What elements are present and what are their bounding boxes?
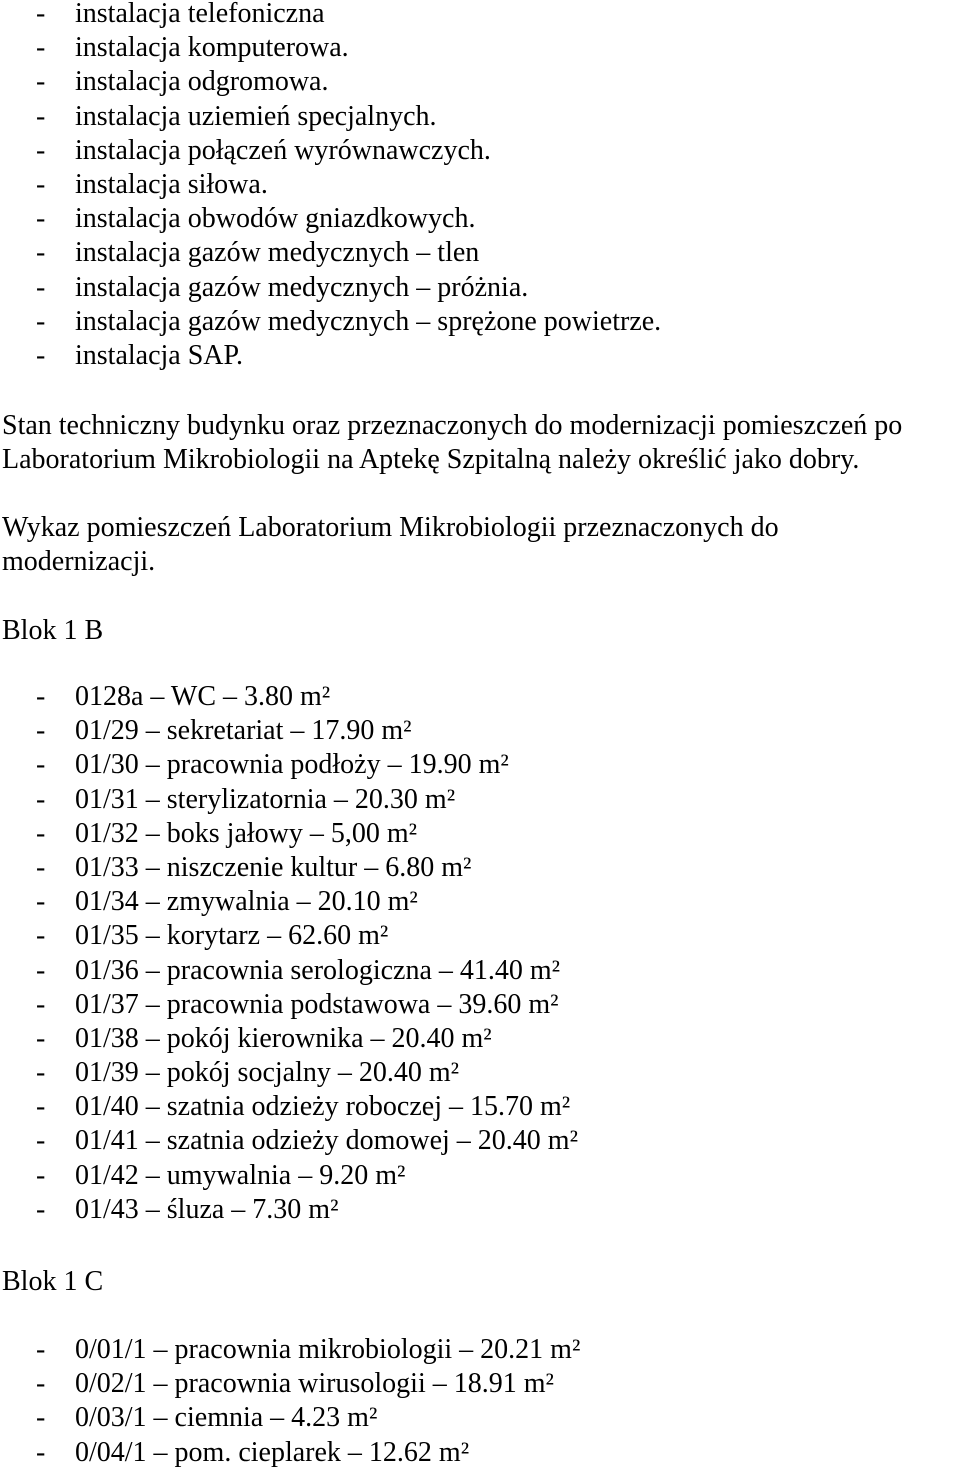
room-item [0, 680, 578, 714]
list-marker: - [36, 237, 46, 269]
list-item [0, 305, 661, 339]
list-marker: - [36, 339, 46, 371]
list-marker: - [36, 305, 46, 337]
room-item [0, 1193, 578, 1227]
section-heading-blok-1c: Blok 1 C [2, 1266, 104, 1297]
room-item [0, 1367, 580, 1401]
room-list-intro-paragraph: Wykaz pomieszczeń Laboratorium Mikrobiologii przeznaczonych do modernizacji. [2, 512, 779, 577]
room-item [0, 748, 578, 782]
list-marker: - [36, 920, 46, 952]
list-item [0, 134, 661, 168]
room-item-text: 01/31 – sterylizatornia – 20.30 m² [75, 783, 456, 815]
list-marker: - [36, 1125, 46, 1157]
room-item-text: 01/33 – niszczenie kultur – 6.80 m² [75, 851, 472, 883]
list-marker: - [36, 1334, 46, 1365]
list-marker: - [36, 1193, 46, 1225]
room-item-text: 0/02/1 – pracownia wirusologii – 18.91 m² [75, 1368, 554, 1400]
list-item-text: instalacja odgromowa. [75, 66, 329, 98]
list-item-text: instalacja uziemień specjalnych. [75, 100, 437, 132]
room-item [0, 1159, 578, 1193]
room-item [0, 851, 578, 885]
installation-list [0, 0, 661, 373]
list-marker: - [36, 954, 46, 986]
room-item-text: 0/01/1 – pracownia mikrobiologii – 20.21 m² [75, 1334, 581, 1365]
room-item-text: 01/43 – śluza – 7.30 m² [75, 1193, 339, 1225]
room-item [0, 988, 578, 1022]
list-marker: - [36, 1368, 46, 1400]
list-marker: - [36, 1402, 46, 1434]
room-item [0, 1090, 578, 1124]
room-item-text: 01/41 – szatnia odzieży domowej – 20.40 m² [75, 1125, 578, 1157]
list-item-text: instalacja gazów medycznych – sprężone powietrze. [75, 305, 662, 337]
room-item [0, 1333, 580, 1367]
room-item-text: 0128a – WC – 3.80 m² [75, 681, 331, 712]
room-item-text: 01/42 – umywalnia – 9.20 m² [75, 1159, 406, 1191]
room-item-text: 01/37 – pracownia podstawowa – 39.60 m² [75, 988, 559, 1020]
room-item [0, 885, 578, 919]
room-item-text: 01/30 – pracownia podłoży – 19.90 m² [75, 749, 509, 781]
list-item-text: instalacja obwodów gniazdkowych. [75, 203, 476, 235]
list-item [0, 0, 661, 31]
list-marker: - [36, 1057, 46, 1089]
room-item-text: 01/38 – pokój kierownika – 20.40 m² [75, 1022, 492, 1054]
room-item [0, 714, 578, 748]
list-item [0, 168, 661, 202]
list-marker: - [36, 66, 46, 98]
list-marker: - [36, 851, 46, 883]
list-marker: - [36, 0, 46, 29]
list-item-text: instalacja połączeń wyrównawczych. [75, 134, 491, 166]
room-item [0, 1022, 578, 1056]
list-marker: - [36, 203, 46, 235]
room-item-text: 01/35 – korytarz – 62.60 m² [75, 920, 389, 952]
status-paragraph: Stan techniczny budynku oraz przeznaczonych do modernizacji pomieszczeń po Laboratorium Mikrobiologii na Aptekę Szpitalną należy określić jako dobry. [2, 410, 903, 475]
list-marker: - [36, 1091, 46, 1123]
list-item-text: instalacja telefoniczna [75, 0, 325, 29]
room-item-text: 01/36 – pracownia serologiczna – 41.40 m² [75, 954, 561, 986]
section-heading-blok-1b: Blok 1 B [2, 615, 104, 646]
room-list-blok-1b [0, 680, 578, 1227]
list-marker: - [36, 100, 46, 132]
room-item-text: 01/40 – szatnia odzieży roboczej – 15.70 m² [75, 1091, 571, 1123]
list-item-text: instalacja siłowa. [75, 168, 268, 200]
list-item-text: instalacja komputerowa. [75, 32, 349, 64]
list-item [0, 202, 661, 236]
list-item [0, 31, 661, 65]
list-marker: - [36, 749, 46, 781]
list-marker: - [36, 168, 46, 200]
room-item [0, 1056, 578, 1090]
list-item-text: instalacja SAP. [75, 339, 243, 371]
room-item [0, 817, 578, 851]
list-marker: - [36, 134, 46, 166]
list-marker: - [36, 817, 46, 849]
list-item-text: instalacja gazów medycznych – tlen [75, 237, 480, 269]
room-item [0, 1436, 580, 1470]
room-item [0, 919, 578, 953]
room-list-blok-1c [0, 1333, 580, 1470]
room-item-text: 01/34 – zmywalnia – 20.10 m² [75, 886, 418, 918]
list-marker: - [36, 681, 46, 712]
room-item-text: 01/29 – sekretariat – 17.90 m² [75, 715, 412, 747]
list-marker: - [36, 715, 46, 747]
room-item [0, 1401, 580, 1435]
list-marker: - [36, 988, 46, 1020]
room-item-text: 01/39 – pokój socjalny – 20.40 m² [75, 1057, 460, 1089]
list-item [0, 65, 661, 99]
room-item-text: 01/32 – boks jałowy – 5,00 m² [75, 817, 418, 849]
list-item-text: instalacja gazów medycznych – próżnia. [75, 271, 529, 303]
list-marker: - [36, 271, 46, 303]
list-marker: - [36, 1022, 46, 1054]
list-item [0, 100, 661, 134]
list-item [0, 271, 661, 305]
list-marker: - [36, 783, 46, 815]
list-marker: - [36, 1159, 46, 1191]
room-item [0, 1124, 578, 1158]
list-item [0, 339, 661, 373]
room-item-text: 0/04/1 – pom. cieplarek – 12.62 m² [75, 1436, 470, 1468]
list-marker: - [36, 1436, 46, 1468]
room-item [0, 954, 578, 988]
list-marker: - [36, 886, 46, 918]
list-item [0, 236, 661, 270]
room-item-text: 0/03/1 – ciemnia – 4.23 m² [75, 1402, 378, 1434]
room-item [0, 783, 578, 817]
list-marker: - [36, 32, 46, 64]
